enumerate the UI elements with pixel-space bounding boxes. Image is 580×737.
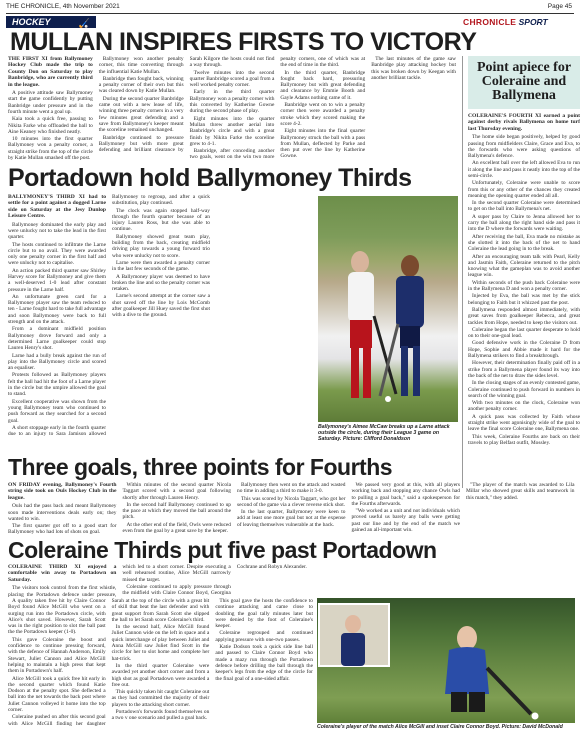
sidebar-paragraph: Coleraine began the last quarter desperate to hold on to their one-goal lead. [468,326,580,340]
article-paragraph: The first quarter got off to a good start for Ballymoney who had lots of shots on goal. [8,523,117,536]
sidebar-paragraph: This week, Coleraine Fourths are back on their travels to play Belfast outfit, Mossley. [468,433,580,446]
article-paragraph: In the third quarter Coleraine were awarded yet another short corner and from a high shot as goal Portadown were awarded a free out. [111,662,210,688]
logo-sport: SPORT [518,17,548,27]
sidebar-story [462,56,580,488]
s2-text [8,194,314,450]
story3-body [8,482,575,536]
article-paragraph: Within minutes of the second quarter Nicola Taggart scored with a second goal following shortly after through Lauren Henry. [122,482,231,501]
article-paragraph: Eight minutes into the final quarter Ballymoney struck the ball with a pass from Mullan, deflected by Parke and then put over the line by Katherine Gowne. [280,128,366,160]
article-paragraph: Alice McGill took a quick free hit early in the second quarter which found Katie Dodson at the penalty spot. She deflected a ball into the net towards the back post where Juliet Cannon volleyed it home into the top corner. [8,675,106,714]
story1-body [8,56,456,164]
page-number: Page 45 [547,3,572,10]
article-paragraph: Twelve minutes into the second quarter Banbridge scored a goal from a well worked penalty corner. [189,69,275,89]
sidebar-paragraph: After receiving the ball, Eva made no mistake as she slotted it into the back of the net to hand Coleraine the lead going in to the break. [468,233,580,253]
article-lead: THE FIRST XI from Ballymoney Hockey Club made the trip to County Don on Saturday to play Banbridge, who are currently third in the league. [8,56,93,88]
section-label-hockey [6,16,96,28]
section-label-text: HOCKEY [12,17,51,27]
article-paragraph: Coleraine regrouped and continued applying pressure with one-two passes. [215,630,313,643]
sidebar-paragraph: Good defensive work in the Coleraine D from Hope, Sophie and Abbie made it hard for the Ballymena strikers to find a breakthrough. [468,340,580,360]
article-paragraph: Larne's second attempt at the corner saw a shot saved off the line by Lois McComb after goalkeeper Jill Huey saved the first shot with a dive to the ground. [112,293,210,319]
article-paragraph: From a dominant midfield position Ballymoney drove forward and only a determined Larne goalkeeper could stop Lauren Henry's shot. [8,326,106,352]
article-lead: COLERAINE THIRD XI enjoyed a comfortable win away to Portadown on Saturday. [8,564,117,583]
article-paragraph: Portadown's forwards found themselves on a two v one scenario and pulled a goal back. [111,709,210,722]
article-paragraph: Ballymoney won another penalty corner, this time converting through the influential Katie Mullan. [98,56,184,75]
article-paragraph: In the second half Ballymoney continued to up the pace at which they moved the ball around the pitch. [122,501,231,521]
story4-body-bottom [8,598,313,732]
article-paragraph: Banbridge, after conceding another two goals, went on the win two more penalty corners, one of which was at the end of time in the third. [189,56,366,161]
article-paragraph: Katie Dodson took a quick side line ball and passed to Claire Connor Boyd who made a mazy run through the Portadown defence before drilling the ball through the keeper's legs from the edge of the circle for the final goal of a one-sided affair. [215,644,313,682]
sidebar-paragraph: In the closing stages of an evenly contested game, Coleraine continued to push forward in numbers in search of the winning goal. [468,380,580,399]
article-paragraph: 10 minutes into the first quarter Ballymoney won a penalty corner, a straight strike from the top of the circle by Katie Mullan smashed off the post. [8,136,93,161]
masthead [0,0,580,14]
article-paragraph: The last minutes of the game saw Banbridge play attacking hockey but this was broken down by Keegan with another brilliant tackle. [371,56,456,81]
sidebar-paragraph: A super pass by Claire to Jenna allowed her to carry the ball along the right hand side and pass it into the D where the forwards were waiting. [468,213,580,233]
sidebar-headline: Point apiece for Coleraine and Ballymena [468,56,580,109]
s1-text [8,56,456,164]
article-paragraph: A Ballymoney player was deemed to have broken the line and so the penalty corner was retaken. [112,273,210,293]
article-paragraph: Coleraine continued to apply pressure through the midfield with Claire Connor Boyd, Georgina Cochrane and Robyn Alexander. [122,564,307,597]
article-paragraph: Ballymoney dominated the early play and were unlucky not to take the lead in the first quarter. [8,221,106,241]
article-paragraph: This goal gave the hosts the confidence to continue attacking and came close to doubling the goal tally minutes later but were denied by the foot of Coleraine's keeper. [215,598,313,630]
story2-headline: Portadown hold Ballymoney Thirds [8,164,412,192]
article-paragraph: Ballymoney showed great team play, building from the back, creating midfield driving play towards a young forward trio who were unlucky not to score. [112,233,210,259]
article-paragraph: In the last quarter, Ballymoney were keen to add at least one more goal but not at the expense of leaving themselves vulnerable at the back. [237,509,346,528]
sidebar-lead: COLERAINE'S FOURTH XI earned a point against derby rivals Ballymena on home turf last Thursday evening. [468,113,580,132]
article-paragraph: At the other end of the field, Owls were reduced even from the goal by a great save by the keeper. [122,521,231,535]
s4-text [8,564,574,598]
sidebar-body [468,113,580,473]
sidebar-paragraph: A quick pass was collected by Faith whose straight strike went agonisingly wide of the goal to leave the final score Coleraine one, Ballymena one. [468,413,580,433]
article-paragraph: In the second half, Alice McGill found Juliet Cannon wide on the left in space and a quick interchange of play between Juliet and Anna McGill saw Juliet find Scott in the circle for her to slot home and complete her hat-trick. [111,624,210,662]
sidebar-paragraph: With two minutes on the clock, Coleraine won another penalty corner. [468,400,580,413]
article-lead: ON FRIDAY evening, Ballymoney's Fourth string side took on Ouls Hockey Club in the league. [8,482,117,501]
article-paragraph: In the third quarter, Banbridge fought back hard, pressuring Ballymoney but with great defending and clearance by Emmie Booth and Gayle Adams nothing came of it. [280,69,366,101]
story4-headline: Coleraine Thirds put five past Portadown [8,537,437,563]
article-paragraph: A positive attitude saw Ballymoney start the game confidently by putting Banbridge under pressure and in the fourth minute went a goal up. [8,90,93,115]
match-photo-coleraine [317,598,575,723]
article-paragraph: Kaia took a quick free, passing to Nikita Farke who offloaded the ball to Aine Keaney who finished neatly. [8,116,93,135]
photo1-caption: Ballymoney's Aimee McCaw breaks up a Larne attack outside the circle, during their League 3 game on Saturday. Picture: Clifford Donaldson [318,424,450,442]
sidebar-paragraph: Unfortunately, Coleraine were unable to score from this or any other of the chances they created meaning the opening quarter ended all all. [468,180,580,199]
sidebar-paragraph: Ballymena responded almost immediately, with great saves from goalkeeper Rebecca, and great tackles from Hope, needed to keep the visitors out. [468,306,580,326]
article-paragraph: Ouls had the pass back and meant Ballymoney soon made interventions deals early on; they wanted to win. [8,503,117,522]
story4-body-top [8,564,574,598]
story3-headline: Three goals, three points for Fourths [8,454,393,480]
article-paragraph: Early in the third quarter Ballymoney won a penalty corner with this converted by Katherine Gowne during the second phase of play. [189,89,275,115]
players-illustration [318,196,458,422]
story2-body [8,194,314,450]
masthead-rule [6,13,574,14]
article-paragraph: An action packed third quarter saw Shirley Harvey score for Ballymoney and give them a well-deserved 1-0 lead after constant pressure in the Larne half. [8,267,106,293]
article-paragraph: Banbridge then fought back, winning a penalty corner of their own but this was cleared down by Katie Mullan. [98,75,184,95]
article-paragraph: The visitors took control from the first whistle, placing the Portadown defence under pressure, which led to a short corner. Despite executing a well rehearsed routine, Alice McGill narrowly missed the target. [8,564,231,598]
article-paragraph: The clock was again stopped half-way through the fourth quarter because of an injury Lauren Ross, but she was able to continue. [112,207,210,233]
article-paragraph: Banbridge went on to win a penalty corner then were awarded a penalty stroke which they scored making the score 4-2. [280,102,366,127]
sidebar-paragraph: Injected by Eva, the ball was met by the stick belonging to Faith but it whizzed past the post. [468,293,580,306]
sidebar-paragraph: In the second quarter Coleraine were determined to get on the ball into Ballymena's net. [468,200,580,213]
article-paragraph: A quality taken free hit by Claire Connor Boyd found Alice McGill who went on a surging run into the Portadown circle, with Alice's shot saved. However, Sarah Scott was in the right position to slot the ball past the the Portadown keeper (1-0). [8,598,106,636]
chronicle-sport-logo [463,16,574,28]
article-paragraph: Ballymoney then went on the attack and wasted no time in adding a third to make it 3-0. [237,482,346,495]
article-lead: BALLYMONEY'S THIRD XI had to settle for a point against a dogged Larne side on Saturday at the Jesy Dunlop Leisure Centre. [8,194,106,220]
article-paragraph: We passed very good at this, with all players working back and stopping any chance Owls had to pulling a goal back," said a spokesperson for the Fourths afterwards. [351,482,460,507]
article-paragraph: Larne had a bully break against the run of play into the Ballymoney circle and scored an equaliser. [8,352,106,372]
article-paragraph: "We worked as a unit and not individuals which proved useful us barely any balls were getting past our line and by the end of the match we gained an all-important win. [351,508,460,534]
sidebar-paragraph: The home side began positively, helped by good passing from midfielders Claire, Grace and Eva, to the forwards who were asking questions of Ballymena's defence. [468,134,580,160]
article-paragraph: Larne were then awarded a penalty corner in the last few seconds of the game. [112,259,210,273]
sidebar-paragraph: An excellent ball over the left allowed Eva to run it along the line and pass it neatly into the top of the semi-circle. [468,160,580,179]
article-paragraph: During the second quarter Banbridge came out with a new lease of life, winning three penalty corners in a very few minutes great defending and a save from Ballymoney's keeper meant the scoreline remained unchanged. [98,95,184,134]
article-paragraph: Banbridge continued to pressure Ballymoney but with more great defending and brilliant clearance by Sarah Kilgore the hosts could not find a way through. [98,56,275,154]
article-paragraph: This was scored by Nicola Taggart, who got her second of the game via a clever reverse stick shot. [237,495,346,508]
paper-date: THE CHRONICLE, 4th November 2021 [6,3,120,10]
article-paragraph: The hosts continued to infiltrate the Larne circle but to no avail. They were awarded only one penalty corner in the first half and were unlucky not to capitalise. [8,241,106,267]
article-paragraph: "The player of the match was awarded to Lila Millar who showed great skills and teamwork in this match," they added. [466,482,575,501]
players-illustration-2 [317,598,575,723]
article-paragraph: Protests followed as Ballymoney players felt the ball had hit the foot of a Larne player in the circle but the umpire allowed the goal to stand. [8,372,106,398]
sidebar-paragraph: After an encouraging team talk with Pearl, Kelly and Jasmin Faith, Coleraine returned to the pitch knowing what the gameplan was to avoid another league win. [468,253,580,279]
article-paragraph: This quickly taken hit caught Coleraine out as they had committed the majority of their players to the attacking short corner. [111,689,210,708]
hockey-stick-icon: 🏑 [78,18,90,28]
photo2-caption: Coleraine's player of the match Alice McGill and inset Claire Connor Boyd. Picture: David McDonald [317,724,563,730]
match-photo-ballymoney-larne [318,196,458,422]
article-paragraph: Coleraine pushed on after this second goal with Alice McGill finding her daughter Sarah at the top of the circle with a great bit of skill that beat the last defender and with great support from Sarah Scott she slipped the ball to let Sarah score Coleraine's third. [8,598,210,727]
story1-headline: MULLAN INSPIRES FIRSTS TO VICTORY [10,28,477,56]
article-paragraph: An unfortunate green card for a Ballymoney player saw the team reduced to ten - Larne fought hard to take full advantage and soon Ballymoney were back to full strength and on the attack. [8,293,106,326]
article-paragraph: Eight minutes into the quarter Mullan threw another aerial into Banbridge's circle and with a great finish by Nikita Farke the scoreline grew to 4-1. [189,115,275,147]
s3-text [8,482,575,536]
article-paragraph: Excellent cooperative was shown from the young Ballymoney team who continued to push forward as they searched for a second goal. [8,398,106,424]
sidebar-paragraph: Within seconds of the push back Coleraine were in the Ballymena D and won a penalty corner. [468,279,580,293]
logo-chronicle: CHRONICLE [463,17,517,27]
article-paragraph: This gave Coleraine the boost and confidence to continue pressing forward, with the defence of Hannah Anderson, Emily Stewart, Juliet Cannon and Alice McGill helping to maintain a high press that kept them in Portadown's half. [8,636,106,675]
s4b-text [8,598,313,732]
sidebar-paragraph: However, their determination finally paid off in a strike from a Ballymena player found its way into the back of the net to draw the sides level. [468,360,580,379]
article-paragraph: A short stoppage early in the fourth quarter due to an injury to Sara Jamison allowed Ballymoney to regroup, and after a quick substitution, play continued. [8,194,210,438]
